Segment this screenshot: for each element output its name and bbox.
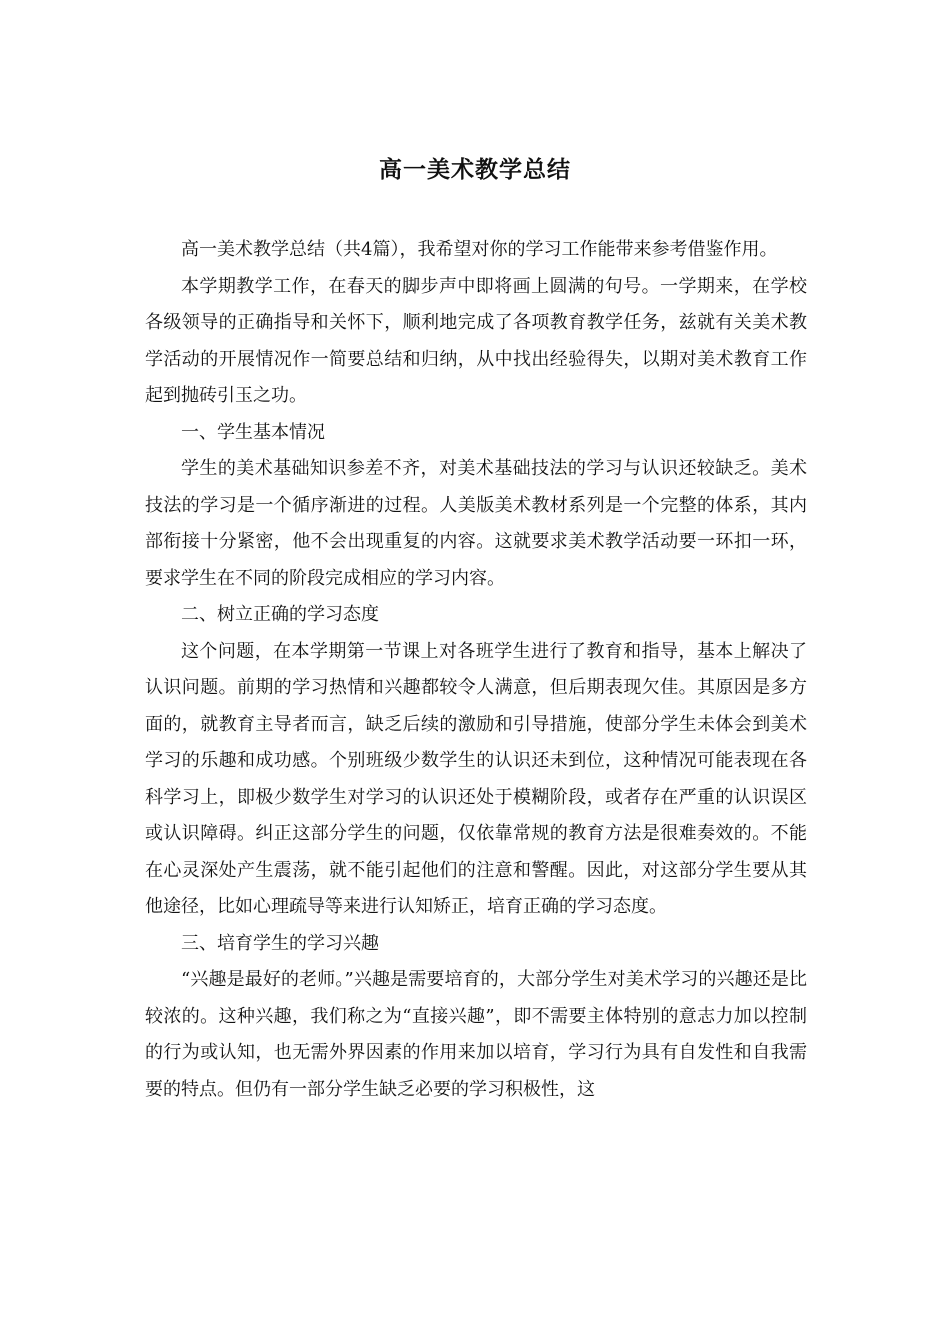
paragraph-student-situation: 学生的美术基础知识参差不齐，对美术基础技法的学习与认识还较缺乏。美术技法的学习是一个循序渐进的过程。人美版美术教材系列是一个完整的体系，其内部衔接十分紧密，他不会出现重复的内容。这就要求美术教学活动要一环扣一环，要求学生在不同的阶段完成相应的学习内容。 (145, 458, 807, 589)
section-heading-2: 二、树立正确的学习态度 (181, 604, 379, 625)
paragraph-intro: 高一美术教学总结（共4篇），我希望对你的学习工作能带来参考借鉴作用。 (181, 239, 778, 260)
section-heading-1: 一、学生基本情况 (181, 421, 325, 443)
paragraph-learning-attitude: 这个问题，在本学期第一节课上对各班学生进行了教育和指导，基本上解决了认识问题。前期的学习热情和兴趣都较令人满意，但后期表现欠佳。其原因是多方面的，就教育主导者而言，缺乏后续的激励和引导措施，使部分学生未体会到美术学习的乐趣和成功感。个别班级少数学生的认识还未到位，这种情况可能表现在各科学习上，即极少数学生对学习的认识还处于模糊阶段，或者存在严重的认识误区或认识障碍。纠正这部分学生的问题，仅依靠常规的教育方法是很难奏效的。不能在心灵深处产生震荡，就不能引起他们的注意和警醒。因此，对这部分学生要从其他途径，比如心理疏导等来进行认知矫正，培育正确的学习态度。 (145, 640, 807, 917)
paragraph-learning-interest: “兴趣是最好的老师。”兴趣是需要培育的，大部分学生对美术学习的兴趣还是比较浓的。这种兴趣，我们称之为“直接兴趣”，即不需要主体特别的意志力加以控制的行为或认知，也无需外界因素的作用来加以培育，学习行为具有自发性和自我需要的特点。但仍有一部分学生缺乏必要的学习积极性，这 (145, 969, 807, 1100)
document-title: 高一美术教学总结 (379, 156, 571, 183)
document-body (145, 232, 807, 1108)
section-heading-3: 三、培育学生的学习兴趣 (181, 932, 379, 954)
paragraph-semester-summary: 本学期教学工作，在春天的脚步声中即将画上圆满的句号。一学期来，在学校各级领导的正确指导和关怀下，顺利地完成了各项教育教学任务，兹就有关美术教学活动的开展情况作一简要总结和归纳，从中找出经验得失，以期对美术教育工作起到抛砖引玉之功。 (145, 275, 807, 406)
